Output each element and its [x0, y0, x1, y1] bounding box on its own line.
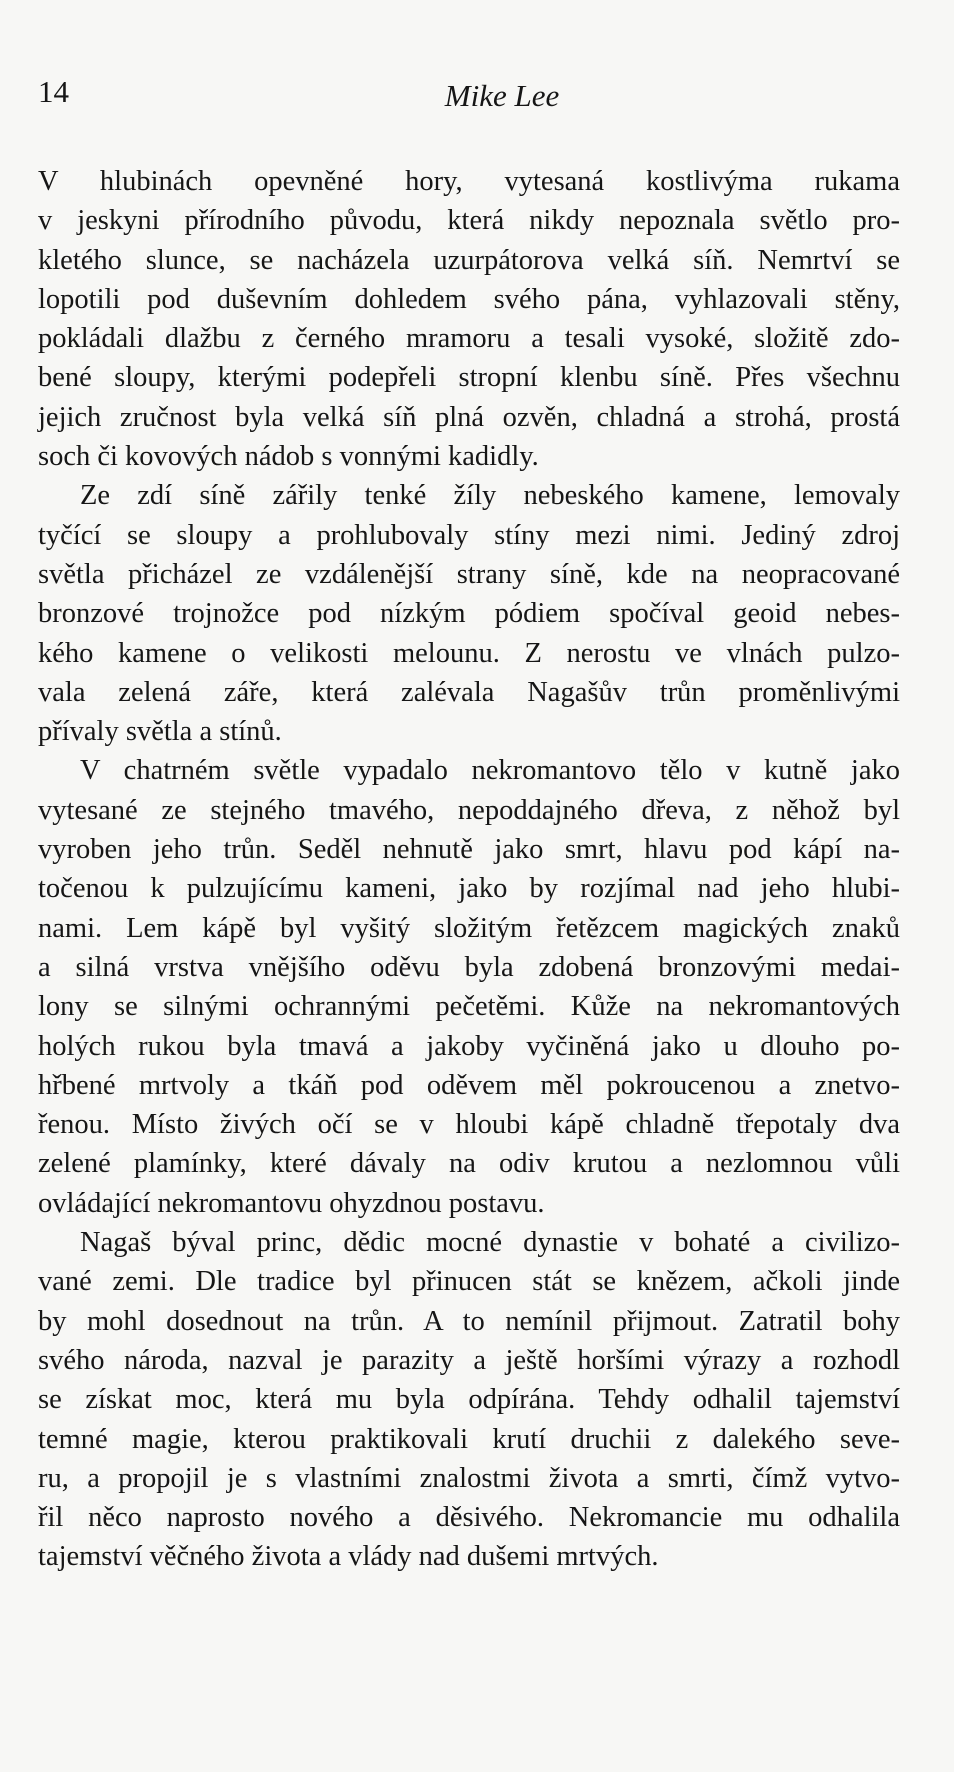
- text-line: V hlubinách opevněné hory, vytesaná kostlivýma rukama: [38, 166, 900, 197]
- body-text: [38, 162, 900, 1577]
- text-line: soch či kovových nádob s vonnými kadidly.: [38, 441, 539, 473]
- running-head-author: Mike Lee: [444, 78, 560, 113]
- text-line: vyroben jeho trůn. Seděl nehnutě jako smrt, hlavu pod kápí na-: [38, 834, 900, 866]
- text-line: svého národa, nazval je parazity a ještě horšími výrazy a rozhodl: [38, 1344, 900, 1376]
- text-line: vané zemi. Dle tradice byl přinucen stát se knězem, ačkoli jinde: [38, 1266, 900, 1298]
- text-line: točenou k pulzujícímu kameni, jako by rozjímal nad jeho hlubi-: [38, 873, 900, 905]
- text-line: temné magie, kterou praktikovali krutí druchii z dalekého seve-: [38, 1423, 900, 1455]
- text-line: přívaly světla a stínů.: [38, 716, 282, 748]
- text-line: lopotili pod duševním dohledem svého pána, vyhlazovali stěny,: [38, 283, 900, 315]
- text-line: kletého slunce, se nacházela uzurpátorova velká síň. Nemrtví se: [38, 244, 900, 276]
- text-line: tajemství věčného života a vlády nad dušemi mrtvých.: [38, 1541, 659, 1573]
- text-line: bronzové trojnožce pod nízkým pódiem spočíval geoid nebes-: [38, 598, 900, 630]
- text-line: lony se silnými ochrannými pečetěmi. Kůže na nekromantových: [38, 991, 900, 1023]
- text-line: vala zelená záře, která zalévala Nagašův trůn proměnlivými: [38, 676, 900, 708]
- text-line: vytesané ze stejného tmavého, nepoddajného dřeva, z něhož byl: [38, 794, 900, 826]
- text-line: jejich zručnost byla velká síň plná ozvěn, chladná a strohá, prostá: [38, 401, 900, 433]
- text-line: nami. Lem kápě byl vyšitý složitým řetězcem magických znaků: [38, 912, 900, 944]
- text-line: kého kamene o velikosti melounu. Z nerostu ve vlnách pulzo-: [38, 637, 900, 669]
- text-line: pokládali dlažbu z černého mramoru a tesali vysoké, složitě zdo-: [38, 323, 900, 355]
- text-line: bené sloupy, kterými podepřeli stropní klenbu síně. Přes všechnu: [38, 362, 900, 394]
- text-line: Ze zdí síně zářily tenké žíly nebeského kamene, lemovaly: [80, 480, 900, 512]
- text-line: ovládající nekromantovu ohyzdnou postavu.: [38, 1187, 545, 1219]
- text-line: V chatrném světle vypadalo nekromantovo tělo v kutně jako: [80, 755, 900, 787]
- text-line: řenou. Místo živých očí se v hloubi kápě chladně třepotaly dva: [38, 1109, 900, 1141]
- text-line: Nagaš býval princ, dědic mocné dynastie v bohaté a civilizo-: [80, 1227, 900, 1259]
- text-line: hřbené mrtvoly a tkáň pod oděvem měl pokroucenou a znetvo-: [38, 1069, 900, 1101]
- text-line: by mohl dosednout na trůn. A to nemínil přijmout. Zatratil bohy: [38, 1305, 900, 1337]
- text-line: řil něco naprosto nového a děsivého. Nekromancie mu odhalila: [38, 1502, 900, 1534]
- text-line: ru, a propojil je s vlastními znalostmi života a smrti, čímž vytvo-: [38, 1462, 900, 1494]
- text-line: tyčící se sloupy a prohlubovaly stíny mezi nimi. Jediný zdroj: [38, 519, 900, 551]
- text-line: holých rukou byla tmavá a jakoby vyčiněná jako u dlouho po-: [38, 1030, 900, 1062]
- text-line: a silná vrstva vnějšího oděvu byla zdobená bronzovými medai-: [38, 951, 900, 983]
- text-line: světla přicházel ze vzdálenější strany síně, kde na neopracované: [38, 558, 900, 590]
- text-line: zelené plamínky, které dávaly na odiv krutou a nezlomnou vůli: [38, 1148, 900, 1180]
- text-line: v jeskyni přírodního původu, která nikdy nepoznala světlo pro-: [38, 205, 900, 237]
- text-line: se získat moc, která mu byla odpírána. Tehdy odhalil tajemství: [38, 1384, 900, 1416]
- page-number: 14: [38, 74, 69, 109]
